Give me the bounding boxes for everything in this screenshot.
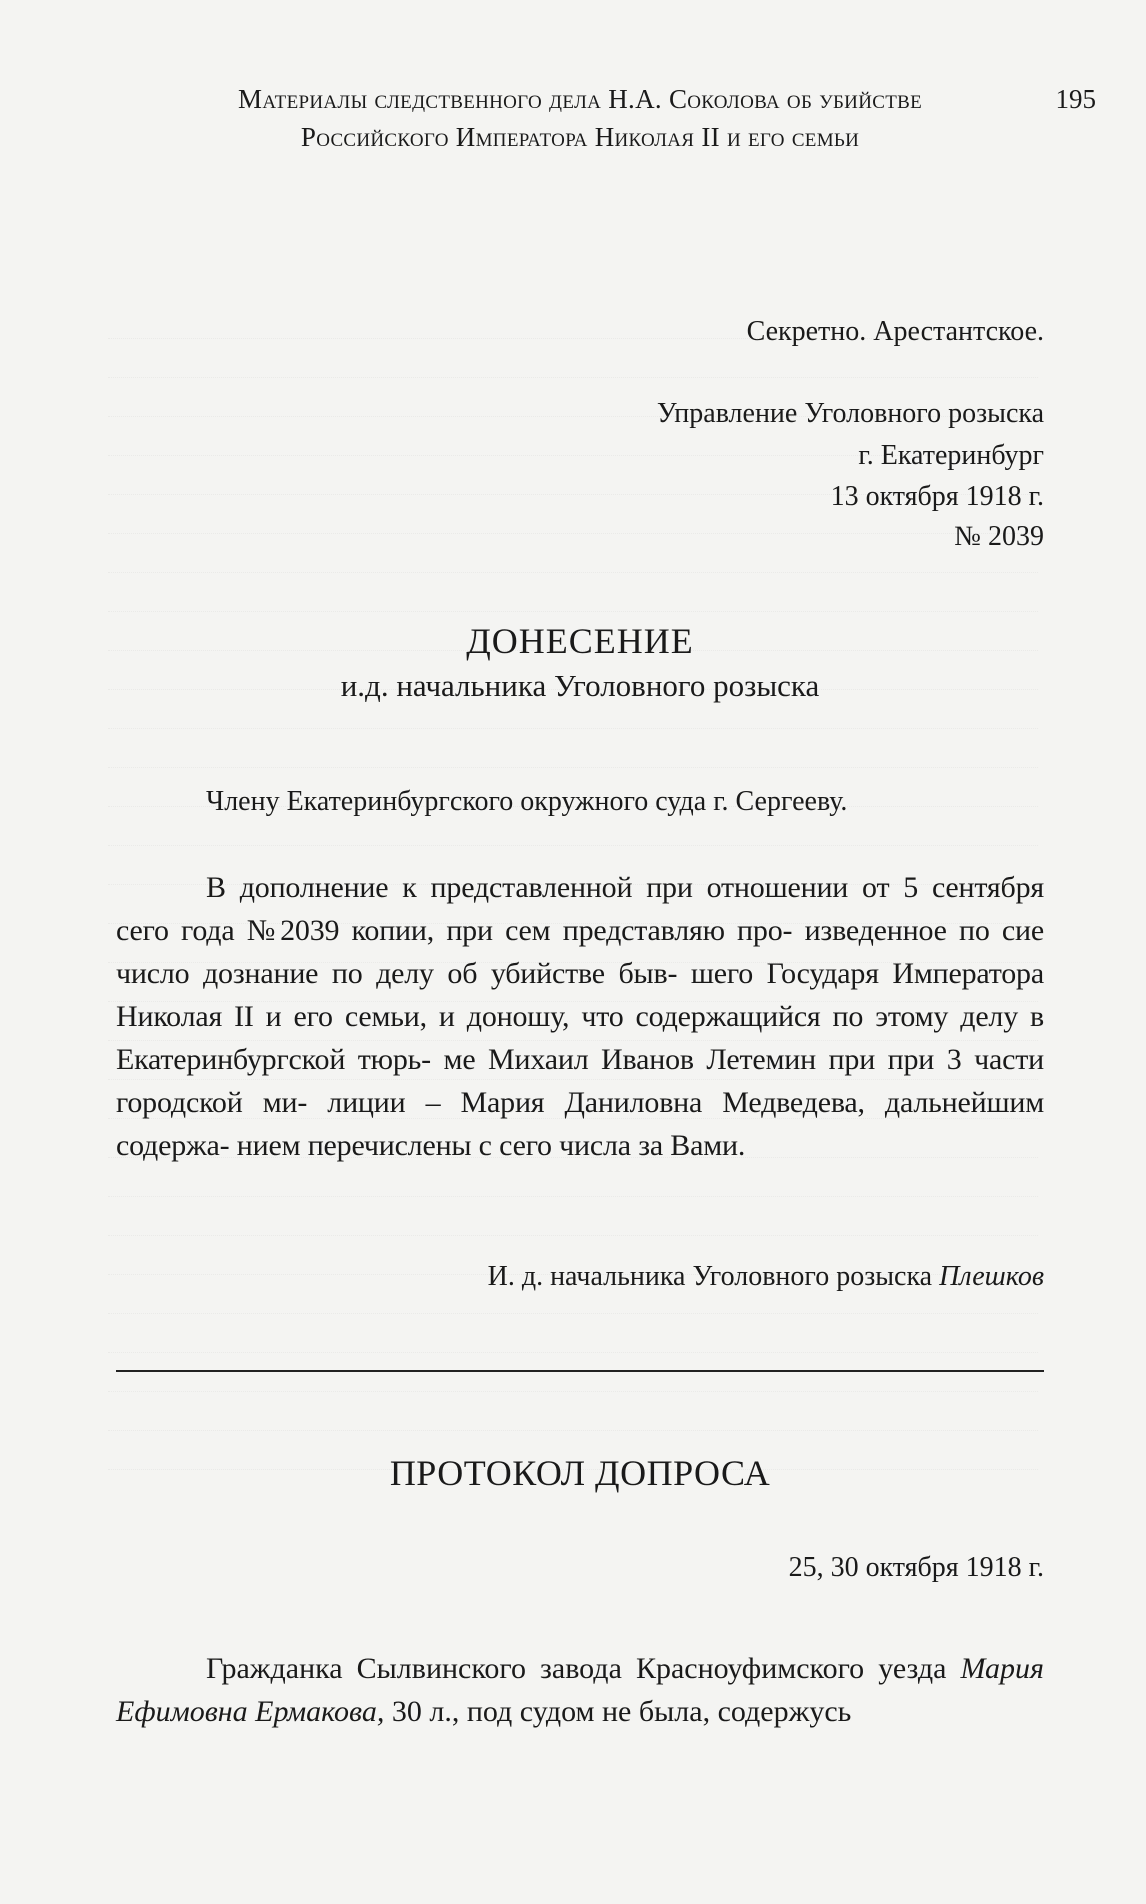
- city: г. Екатеринбург: [858, 440, 1044, 471]
- page-number: 195: [1055, 84, 1096, 114]
- protocol-title: ПРОТОКОЛ ДОПРОСА: [389, 1453, 771, 1493]
- addressee: Члену Екатеринбургского окружного суда г. Сергееву.: [206, 786, 848, 817]
- running-header-line-1: Материалы следственного дела Н.А. Соколова об убийстве: [238, 84, 922, 114]
- report-date: 13 октября 1918 г.: [830, 481, 1044, 512]
- report-body: [116, 866, 1044, 1167]
- section-divider: [116, 1370, 1044, 1372]
- protocol-date: 25, 30 октября 1918 г.: [788, 1552, 1044, 1583]
- report-number: № 2039: [954, 521, 1044, 552]
- report-subtitle: и.д. начальника Уголовного розыска: [340, 668, 820, 703]
- running-header-line-2: Российского Императора Николая II и его семьи: [300, 122, 860, 152]
- signature-name: Плешков: [939, 1261, 1044, 1292]
- signature: [116, 1261, 1044, 1293]
- protocol-body-line: 30 л., под судом не была, содержусь: [384, 1695, 852, 1728]
- protocol-body: [116, 1647, 1044, 1733]
- report-body-line: изведенное по сие число дознание по делу об убийстве быв-: [116, 914, 1045, 990]
- report-body-line: что содержащийся по этому делу в Екатеринбургской тюрь-: [116, 1000, 1044, 1076]
- report-body-line: шего Государя Императора Николая II и его семьи, и доношу,: [116, 957, 1044, 1033]
- report-body-line: ме Михаил Иванов Летемин при при 3 части городской ми-: [116, 1043, 1044, 1119]
- classification-note: Секретно. Арестантское.: [746, 316, 1044, 347]
- signature-title: И. д. начальника Уголовного розыска: [487, 1261, 933, 1292]
- report-body-line: В дополнение к представленной при отношении от: [206, 871, 890, 904]
- protocol-body-line: Гражданка Сылвинского завода Красноуфимского уезда: [206, 1652, 947, 1685]
- report-body-line: нием перечислены с сего числа за Вами.: [236, 1129, 746, 1162]
- report-body-line: 5 сентября сего года №2039 копии, при сем представляю про-: [116, 871, 1044, 947]
- report-body-line: лиции – Мария Даниловна Медведева, дальнейшим содержа-: [116, 1086, 1044, 1162]
- office-name: Управление Уголовного розыска: [656, 398, 1044, 429]
- witness-name: Мария Ефимовна Ермакова,: [116, 1652, 1044, 1728]
- report-title: ДОНЕСЕНИЕ: [466, 621, 694, 661]
- running-header: [160, 80, 1000, 156]
